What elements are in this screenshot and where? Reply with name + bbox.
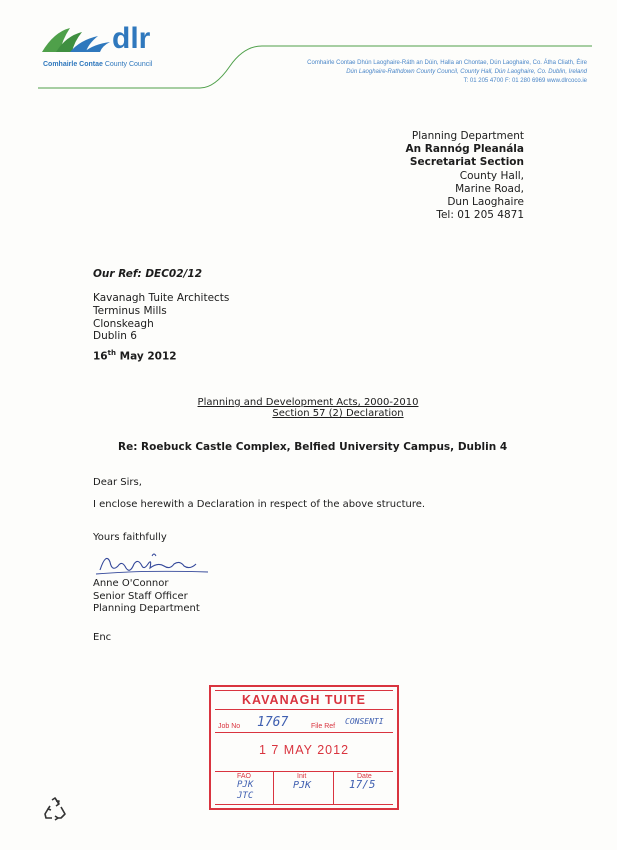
date-day: 16 [93,350,108,363]
acts-line-2: Section 57 (2) Declaration [272,408,404,419]
dept-line-4: County Hall, [459,169,524,182]
our-reference: Our Ref: DEC02/12 [93,268,202,280]
dept-line-2: An Rannóg Pleanála [405,143,524,156]
signature-icon [92,548,212,582]
council-name [43,61,152,68]
stamp-fao-value-1: PJK [237,780,254,790]
recycle-icon [42,796,68,822]
english-address: Dún Laoghaire-Rathdown County Council, County Hall, Dún Laoghaire, Co. Dublin, Ireland [346,69,587,75]
acts-line-1: Planning and Development Acts, 2000-2010 [197,397,419,408]
recipient-line-3: Clonskeagh [93,317,154,330]
header-addresses [227,59,587,86]
dept-line-3: Secretariat Section [409,156,524,169]
irish-address: Comhairle Contae Dhún Laoghaire-Ráth an Dúin, Halla an Chontae, Dún Laoghaire, Co. Átha Cliath, Éire [307,60,587,66]
body-text: I enclose herewith a Declaration in respect of the above structure. [93,499,426,510]
stamp-init-label: Init [297,773,307,780]
signer-dept: Planning Department [93,603,200,614]
signer-block [93,578,200,616]
stamp-fileref-label: File Ref [311,723,336,730]
dept-tel: Tel: 01 205 4871 [436,209,524,222]
stamp-firm: KAVANAGH TUITE [215,690,393,710]
recipient-line-2: Terminus Mills [93,304,167,317]
stamp-job-label: Job No [218,723,241,730]
enclosure-note: Enc [93,632,112,643]
stamp-grid-divider [333,772,334,804]
letter-date [93,349,177,363]
stamp-date: 1 7 MAY 2012 [258,743,350,757]
stamp-init-value: PJK [293,780,312,791]
stamp-fileref-value: CONSENTI [345,717,384,726]
recipient-address [93,292,229,343]
signer-title: Senior Staff Officer [93,590,188,602]
department-block [264,130,524,222]
council-name-rest: County Council [104,61,153,68]
stamp-grid-divider [273,772,274,804]
stamp-job-value: 1767 [257,715,289,730]
signer-name: Anne O'Connor [93,578,169,589]
received-stamp [209,685,399,810]
stamp-date-label: Date [357,773,372,780]
contact-line: T: 01 205 4700 F: 01 280 6969 www.dlrcoco.ie [463,78,587,84]
logo-wordmark: dlr [112,22,151,55]
recipient-line-1: Kavanagh Tuite Architects [93,292,230,304]
re-line: Re: Roebuck Castle Complex, Belfied University Campus, Dublin 4 [118,441,508,453]
acts-heading [150,397,466,419]
stamp-fao-value-2: JTC [237,791,254,801]
council-name-bold: Comhairle Contae [43,61,103,68]
date-rest: May 2012 [119,350,177,363]
closing: Yours faithfully [93,532,167,543]
dept-line-1: Planning Department [411,130,524,142]
dlr-logo-icon [40,26,112,56]
recipient-line-4: Dublin 6 [93,330,137,343]
stamp-date-value: 17/5 [349,778,376,791]
salutation: Dear Sirs, [93,477,142,488]
dept-line-5: Marine Road, [455,182,524,195]
stamp-ref-row [215,714,393,733]
date-suffix: th [107,349,116,357]
stamp-fao-label: FAO [237,773,252,780]
stamp-grid [215,771,393,805]
dept-line-6: Dun Laoghaire [447,196,524,209]
